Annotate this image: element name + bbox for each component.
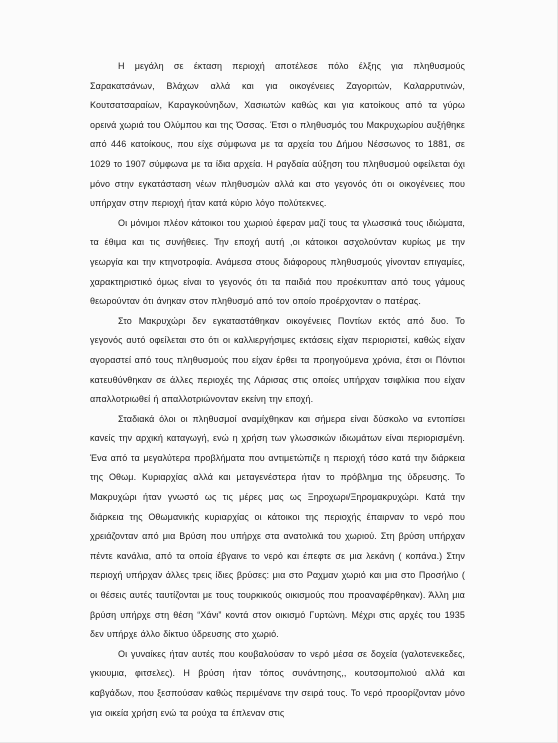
body-text (90, 57, 465, 723)
paragraph: Οι γυναίκες ήταν αυτές που κουβαλούσαν το νερό μέσα σε δοχεία (γαλοτενεκεδες, γκιουμια, φιτσελες). Η βρύση ήταν τόπος συνάντησης,, κουτσομπολιού αλλά και καβγάδων, που ξεσπούσαν καθώς περιμένανε την σειρά τους. Το νερό προορίζονταν μόνο για οικεία χρήση ενώ τα ρούχα τα έπλεναν στις (90, 648, 465, 718)
paragraph: Σταδιακά όλοι οι πληθυσμοί αναμίχθηκαν και σήμερα είναι δύσκολο να εντοπίσει κανείς την αρχική καταγωγή, ενώ η χρήση των γλωσσικών ιδιωμάτων είναι περιορισμένη. Ένα από τα μεγαλύτερα προβλήματα που αντιμετώπιζε η περιοχή τόσο κατά την διάρκεια της Οθωμ. Κυριαρχίας αλλά και μεταγενέστερα ήταν το πρόβλημα της ύδρευσης. Το Μακρυχώρι ήταν γνωστό ως τις μέρες μας ως Ξηροχωρι/Ξηρομακρυχώρι. Κατά την διάρκεια της Οθωμανικής κυριαρχίας οι κάτοικοι της περιοχής έπαιρναν το νερό που χρειάζονταν από μια Βρύση που υπήρχε στα ανατολικά του χωριού. Στη βρύση υπήρχαν πέντε κανάλια, από τα οποία έβγαινε το νερό και έπεφτε σε μια λεκάνη ( κοπάνα.) Στην περιοχή υπήρχαν άλλες τρεις ίδιες βρύσες: μια στο Ραχμαν χωριό και μια στο Προσήλιο ( οι θέσεις αυτές ταυτίζονται με τους τουρκικούς οικισμούς που προαναφέρθηκαν). Άλλη μια βρύση υπήρχε στη θέση “Χάνι” κοντά στον οικισμό Γυρτώνη. Μέχρι στις αρχές του 1935 δεν υπήρχε άλλο δίκτυο ύδρευσης στο χωριό. (90, 413, 465, 640)
paragraph: Η μεγάλη σε έκταση περιοχή αποτέλεσε πόλο έλξης για πληθυσμούς Σαρακατσάνων, Βλάχων αλλά και για οικογένειες Ζαγοριτών, Καλαρρυτινών, Κουτσατσαραίων, Καραγκούνηδων, Χασιωτών καθώς και για κατοίκους από τα γύρω ορεινά χωριά του Ολύμπου και της Όσσας. Έτσι ο πληθυσμός του Μακρυχωρίου αυξήθηκε από 446 κατοίκους, που είχε σύμφωνα με τα αρχεία του Δήμου Νέσσωνος το 1881, σε 1029 το 1907 σύμφωνα με τα ίδια αρχεία. Η ραγδαία αύξηση του πληθυσμού οφείλεται όχι μόνο στην εγκατάσταση νέων πληθυσμών αλλά και στο γεγονός ότι οι οικογένειες που υπήρχαν στην περιοχή ήταν κατά κύριο λόγο πολύτεκνες. (90, 61, 465, 209)
paragraph: Οι μόνιμοι πλέον κάτοικοι του χωριού έφεραν μαζί τους τα γλωσσικά τους ιδιώματα, τα έθιμα και τις συνήθειες. Την εποχή αυτή ,οι κάτοικοι ασχολούνταν κυρίως με την γεωργία και την κτηνοτροφία. Ανάμεσα στους διάφορους πληθυσμούς γίνονταν επιγαμίες, χαρακτηριστικό όμως είναι το γεγονός ότι τα παιδιά που προέκυπταν από τους γάμους θεωρούνταν ότι άνηκαν στον πληθυσμό από τον οποίο προέρχονταν ο πατέρας. (90, 217, 465, 307)
paragraph: Στο Μακρυχώρι δεν εγκαταστάθηκαν οικογένειες Ποντίων εκτός από δυο. Το γεγονός αυτό οφείλεται στο ότι οι καλλιεργήσιμες εκτάσεις είχαν περιοριστεί, καθώς είχαν αγοραστεί από τους πληθυσμούς που είχαν έρθει τα προηγούμενα χρόνια, έτσι οι Πόντιοι κατευθύνθηκαν σε άλλες περιοχές της Λάρισας στις οποίες υπήρχαν τσιφλίκια που είχαν απαλλοτριωθεί ή απαλλοτριώνονταν εκείνη την εποχή. (90, 315, 465, 405)
